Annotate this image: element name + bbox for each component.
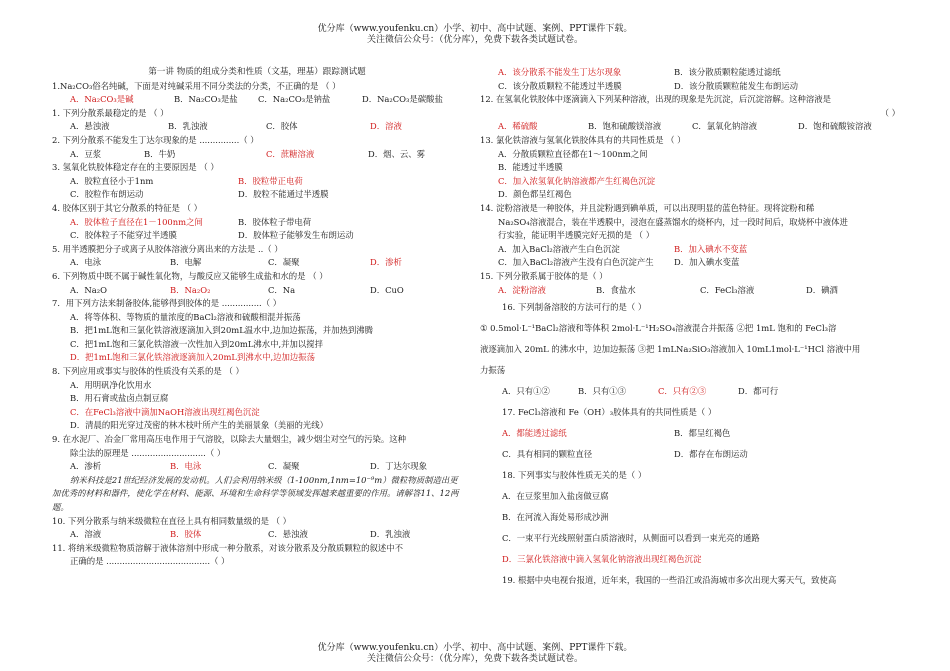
answer-option: B．Na₂O₂ [170,284,211,295]
question-stem: 8. 下列应用或事实与胶体的性质没有关系的是 （ ） [52,366,244,377]
answer-option: C．在FeCl₃溶液中滴加NaOH溶液出现红褐色沉淀 [70,406,260,417]
question-stem: 15. 下列分散系属于胶体的是（ ） [480,270,608,281]
answer-option: A．只有①② [502,386,550,397]
answer-option: C．蔗糖溶液 [266,148,315,159]
answer-option: A．淀粉溶液 [498,284,546,295]
question-stem-continued: 除尘法的原理是 ............................（ ） [70,447,226,458]
question-stem: 5. 用半透膜把分子或离子从胶体溶液分离出来的方法是 ..（ ） [52,243,283,254]
answer-option: D．胶体粒子能够发生布朗运动 [238,230,354,241]
question-stem: 7．用下列方法来制备胶体,能够得到胶体的是 ...............（ ） [52,298,282,309]
answer-option: C．加入浓氢氧化钠溶液都产生红褐色沉淀 [498,175,656,186]
question-stem: 13. 氯化铁溶液与氢氧化铁胶体具有的共同性质是 （ ） [480,134,686,145]
answer-option: A．胶体粒子直径在1－100nm之间 [70,216,203,227]
left-column [52,66,462,569]
spaced-section [480,297,900,591]
answer-option: B．胶粒带正电荷 [238,175,303,186]
answer-option: A．豆浆 [70,148,102,159]
option-row [52,120,462,134]
answer-option: C．Na [268,284,296,295]
question-stem: 11. 将纳米级微粒物质溶解于液体溶剂中形成一种分散系，对该分散系及分散质颗粒的叙述中不 [52,542,403,553]
answer-option: D．都可行 [738,386,779,397]
answer-option: A．分散质颗粒直径都在1～100nm之间 [498,148,648,159]
question-stem: 4. 胶体区别于其它分散系的特征是 （ ） [52,202,202,213]
answer-option: A．电泳 [70,257,102,268]
answer-option: D．Na₂CO₃是碳酸盐 [362,94,443,105]
option-row [52,256,462,270]
header-line-2: 关注微信公众号：（优分库），免费下载各类试题试卷。 [366,35,583,45]
question-stem-continued: 正确的是 .......................................（ ） [70,556,230,567]
answer-option: D．烟、云、雾 [368,148,425,159]
answer-option: C．该分散质颗粒不能透过半透膜 [498,80,622,91]
answer-option: C．具有相同的颗粒直径 [502,449,593,460]
answer-option: B．牛奶 [144,148,176,159]
question-stem: 14. 淀粉溶液是一种胶体，并且淀粉遇到碘单质，可以出现明显的蓝色特征。现将淀粉和稀 [480,202,815,213]
answer-option: B．Na₂CO₃是盐 [174,94,238,105]
answer-option: B．该分散质颗粒能透过滤纸 [674,67,781,77]
answer-option: A．用明矾净化饮用水 [70,379,152,390]
answer-option: C．胶体 [266,121,298,132]
answer-option: C．胶粒作布朗运动 [70,189,144,200]
option-row [480,120,900,134]
answer-option: C．加入BaCl₂溶液产生没有白色沉淀产生 [498,257,654,268]
option-row [480,284,900,298]
answer-option: A．将等体积、等物质的量浓度的BaCl₂溶液和硫酸相混并振荡 [70,311,301,322]
reading-passage: 纳米科技是21世纪经济发展的发动机。人们会利用纳米级（1-100nm,1nm=10⁻⁹m）微粒物质制造出更加优秀的材料和器件，使化学在材料、能源、环境和生命科学等领域发挥越来越重要的作用。请解答11、12两题。 [52,474,459,512]
answer-option: B．都呈红褐色 [674,428,731,439]
answer-option: D．三氯化铁溶液中滴入氢氧化钠溶液出现红褐色沉淀 [502,554,702,565]
option-row [480,243,900,257]
question-stem: 19. 根据中央电视台报道，近年来，我国的一些沿江或沿海城市多次出现大雾天气，致使高 [502,575,837,586]
answer-option: C．凝聚 [268,461,300,472]
document-title: 第一讲 物质的组成分类和性质（文基，理基）跟踪测试题 [148,67,366,77]
answer-option: A．加入BaCl₂溶液产生白色沉淀 [498,243,620,254]
answer-option: D．饱和硫酸铵溶液 [798,121,872,132]
option-row [52,93,462,107]
answer-option: D．丁达尔现象 [370,461,427,472]
answer-option: A．Na₂O [70,284,107,295]
option-row [52,188,462,202]
question-stem-continued: ① 0.5mol·L⁻¹BaCl₂溶液和等体积 2mol·L⁻¹H₂SO₄溶液混合并振荡 ②把 1mL 饱和的 FeCl₃溶 [480,323,837,334]
answer-option: C．Na₂CO₃是钠盐 [258,94,331,105]
footer-line-1: 优分库（www.youfenku.cn）小学、初中、高中试题、案例、PPT课件下载。 [317,643,633,653]
answer-option: C．胶体粒子不能穿过半透膜 [70,230,177,241]
answer-option: B．电泳 [170,461,202,472]
answer-option: A．渗析 [70,461,102,472]
question-stem: 10. 下列分散系与纳米级微粒在直径上具有相同数量级的是 （ ） [52,515,292,526]
option-row [52,148,462,162]
answer-option: D．都存在布朗运动 [674,449,748,460]
answer-option: C．只有②③ [658,386,707,397]
option-row [480,80,900,94]
question-stem-continued: 行实验，能证明半透膜完好无损的是 （ ） [498,230,655,241]
answer-option: B．在河流入海处易形成沙洲 [502,512,609,523]
question-stem: 17. FeCl₃溶液和 Fe（OH）₃胶体具有的共同性质是（ ） [502,407,717,418]
answer-option: A．在豆浆里加入盐卤做豆腐 [502,491,609,502]
answer-option: A．稀硫酸 [498,121,538,132]
footer-line-2: 关注微信公众号：（优分库），免费下载各类试题试卷。 [366,654,583,664]
option-row [480,381,900,402]
answer-option: D．加入碘水变蓝 [674,257,740,268]
answer-option: D．乳浊液 [370,529,411,540]
answer-option: B．用石膏或盐卤点制豆腐 [70,393,169,404]
option-row [480,444,900,465]
option-row [52,528,462,542]
option-row [52,284,462,298]
answer-option: A．该分散系不能发生丁达尔现象 [498,67,622,77]
answer-option: A．溶液 [70,529,102,540]
question-stem-continued: Na₂SO₄溶液混合，装在半透膜中，浸泡在盛蒸馏水的烧杯内，过一段时间后，取烧杯中液体进 [498,216,848,227]
answer-option: D．该分散质颗粒能发生布朗运动 [674,80,798,91]
answer-bracket: （ ） [880,107,900,118]
answer-option: B．胶体 [170,529,202,540]
answer-option: A．Na₂CO₃是碱 [70,94,134,105]
answer-option: A．悬浊液 [70,121,110,132]
answer-option: D．CuO [370,284,404,295]
option-row [52,216,462,230]
question-stem: 18. 下列事实与胶体性质无关的是（ ） [502,470,647,481]
header-line-1: 优分库（www.youfenku.cn）小学、初中、高中试题、案例、PPT课件下载。 [317,24,633,34]
answer-option: B．食盐水 [596,284,636,295]
question-stem: 2. 下列分散系不能发生丁达尔现象的是 ...............（ ） [52,134,259,145]
answer-option: C．一束平行光线照射蛋白质溶液时，从侧面可以看到一束光亮的通路 [502,533,760,544]
option-row [480,256,900,270]
option-row [480,423,900,444]
page-header [0,24,950,46]
answer-option: D．渗析 [370,257,402,268]
question-stem: 1. 下列分散系最稳定的是 （ ） [52,107,169,118]
option-row [52,460,462,474]
answer-option: D．清晨的阳光穿过茂密的林木枝叶所产生的美丽景象（美丽的光线） [70,420,328,431]
answer-option: C．凝聚 [268,257,300,268]
answer-option: B．乳浊液 [168,121,208,132]
answer-option: D．颜色都呈红褐色 [498,189,572,200]
answer-option: B．只有①③ [578,386,627,397]
answer-option: B．能透过半透膜 [498,162,563,173]
question-stem: 12. 在氢氧化铁胶体中逐滴滴入下列某种溶液，出现的现象是先沉淀，后沉淀溶解。这种溶液是 [480,94,831,105]
question-stem: 3. 氢氧化铁胶体稳定存在的主要原因是 （ ） [52,162,219,173]
answer-option: B．加入碘水不变蓝 [674,243,748,254]
page-footer [0,643,950,665]
question-stem: 9. 在水泥厂、冶金厂常用高压电作用于气溶胶，以除去大量烟尘，减少烟尘对空气的污染。这种 [52,434,407,445]
answer-option: C．FeCl₃溶液 [700,284,755,295]
question-stem-continued: 液逐滴加入 20mL 的沸水中，边加边振荡 ③把 1mLNa₂SiO₃溶液加入 10mL1mol·L⁻¹HCl 溶液中用 [480,344,861,355]
answer-option: C．氯氧化钠溶液 [692,121,758,132]
answer-option: D．胶粒不能通过半透膜 [238,189,329,200]
answer-option: D．溶液 [370,121,402,132]
question-stem: 16. 下列制备溶胶的方法可行的是（ ） [502,302,647,313]
option-row [52,175,462,189]
answer-option: C．把1mL饱和三氯化铁溶液一次性加入到20mL沸水中,并加以搅拌 [70,338,324,349]
answer-option: C．悬浊液 [268,529,308,540]
question-stem: 6. 下列物质中既不属于碱性氧化物，与酸反应又能够生成盐和水的是 （ ） [52,270,328,281]
answer-option: B．把1mL饱和三氯化铁溶液逐滴加入到20mL温水中,边加边振荡，并加热到沸腾 [70,325,374,336]
answer-option: B．饱和硫酸镁溶液 [588,121,662,132]
answer-option: D．碘酒 [806,284,838,295]
right-column [480,66,900,591]
answer-option: B．电解 [170,257,202,268]
option-row [480,66,900,80]
answer-option: A．都能透过滤纸 [502,428,567,439]
question-stem-continued: 力振荡 [480,365,506,376]
option-row [52,229,462,243]
question-stem: 1.Na₂CO₃俗名纯碱，下面是对纯碱采用不同分类法的分类，不正确的是 （ ） [52,80,341,91]
answer-option: A．胶粒直径小于1nm [70,175,154,186]
answer-option: D．把1mL饱和三氯化铁溶液逐滴加入20mL到沸水中,边加边振荡 [70,352,315,363]
answer-option: B．胶体粒子带电荷 [238,216,312,227]
